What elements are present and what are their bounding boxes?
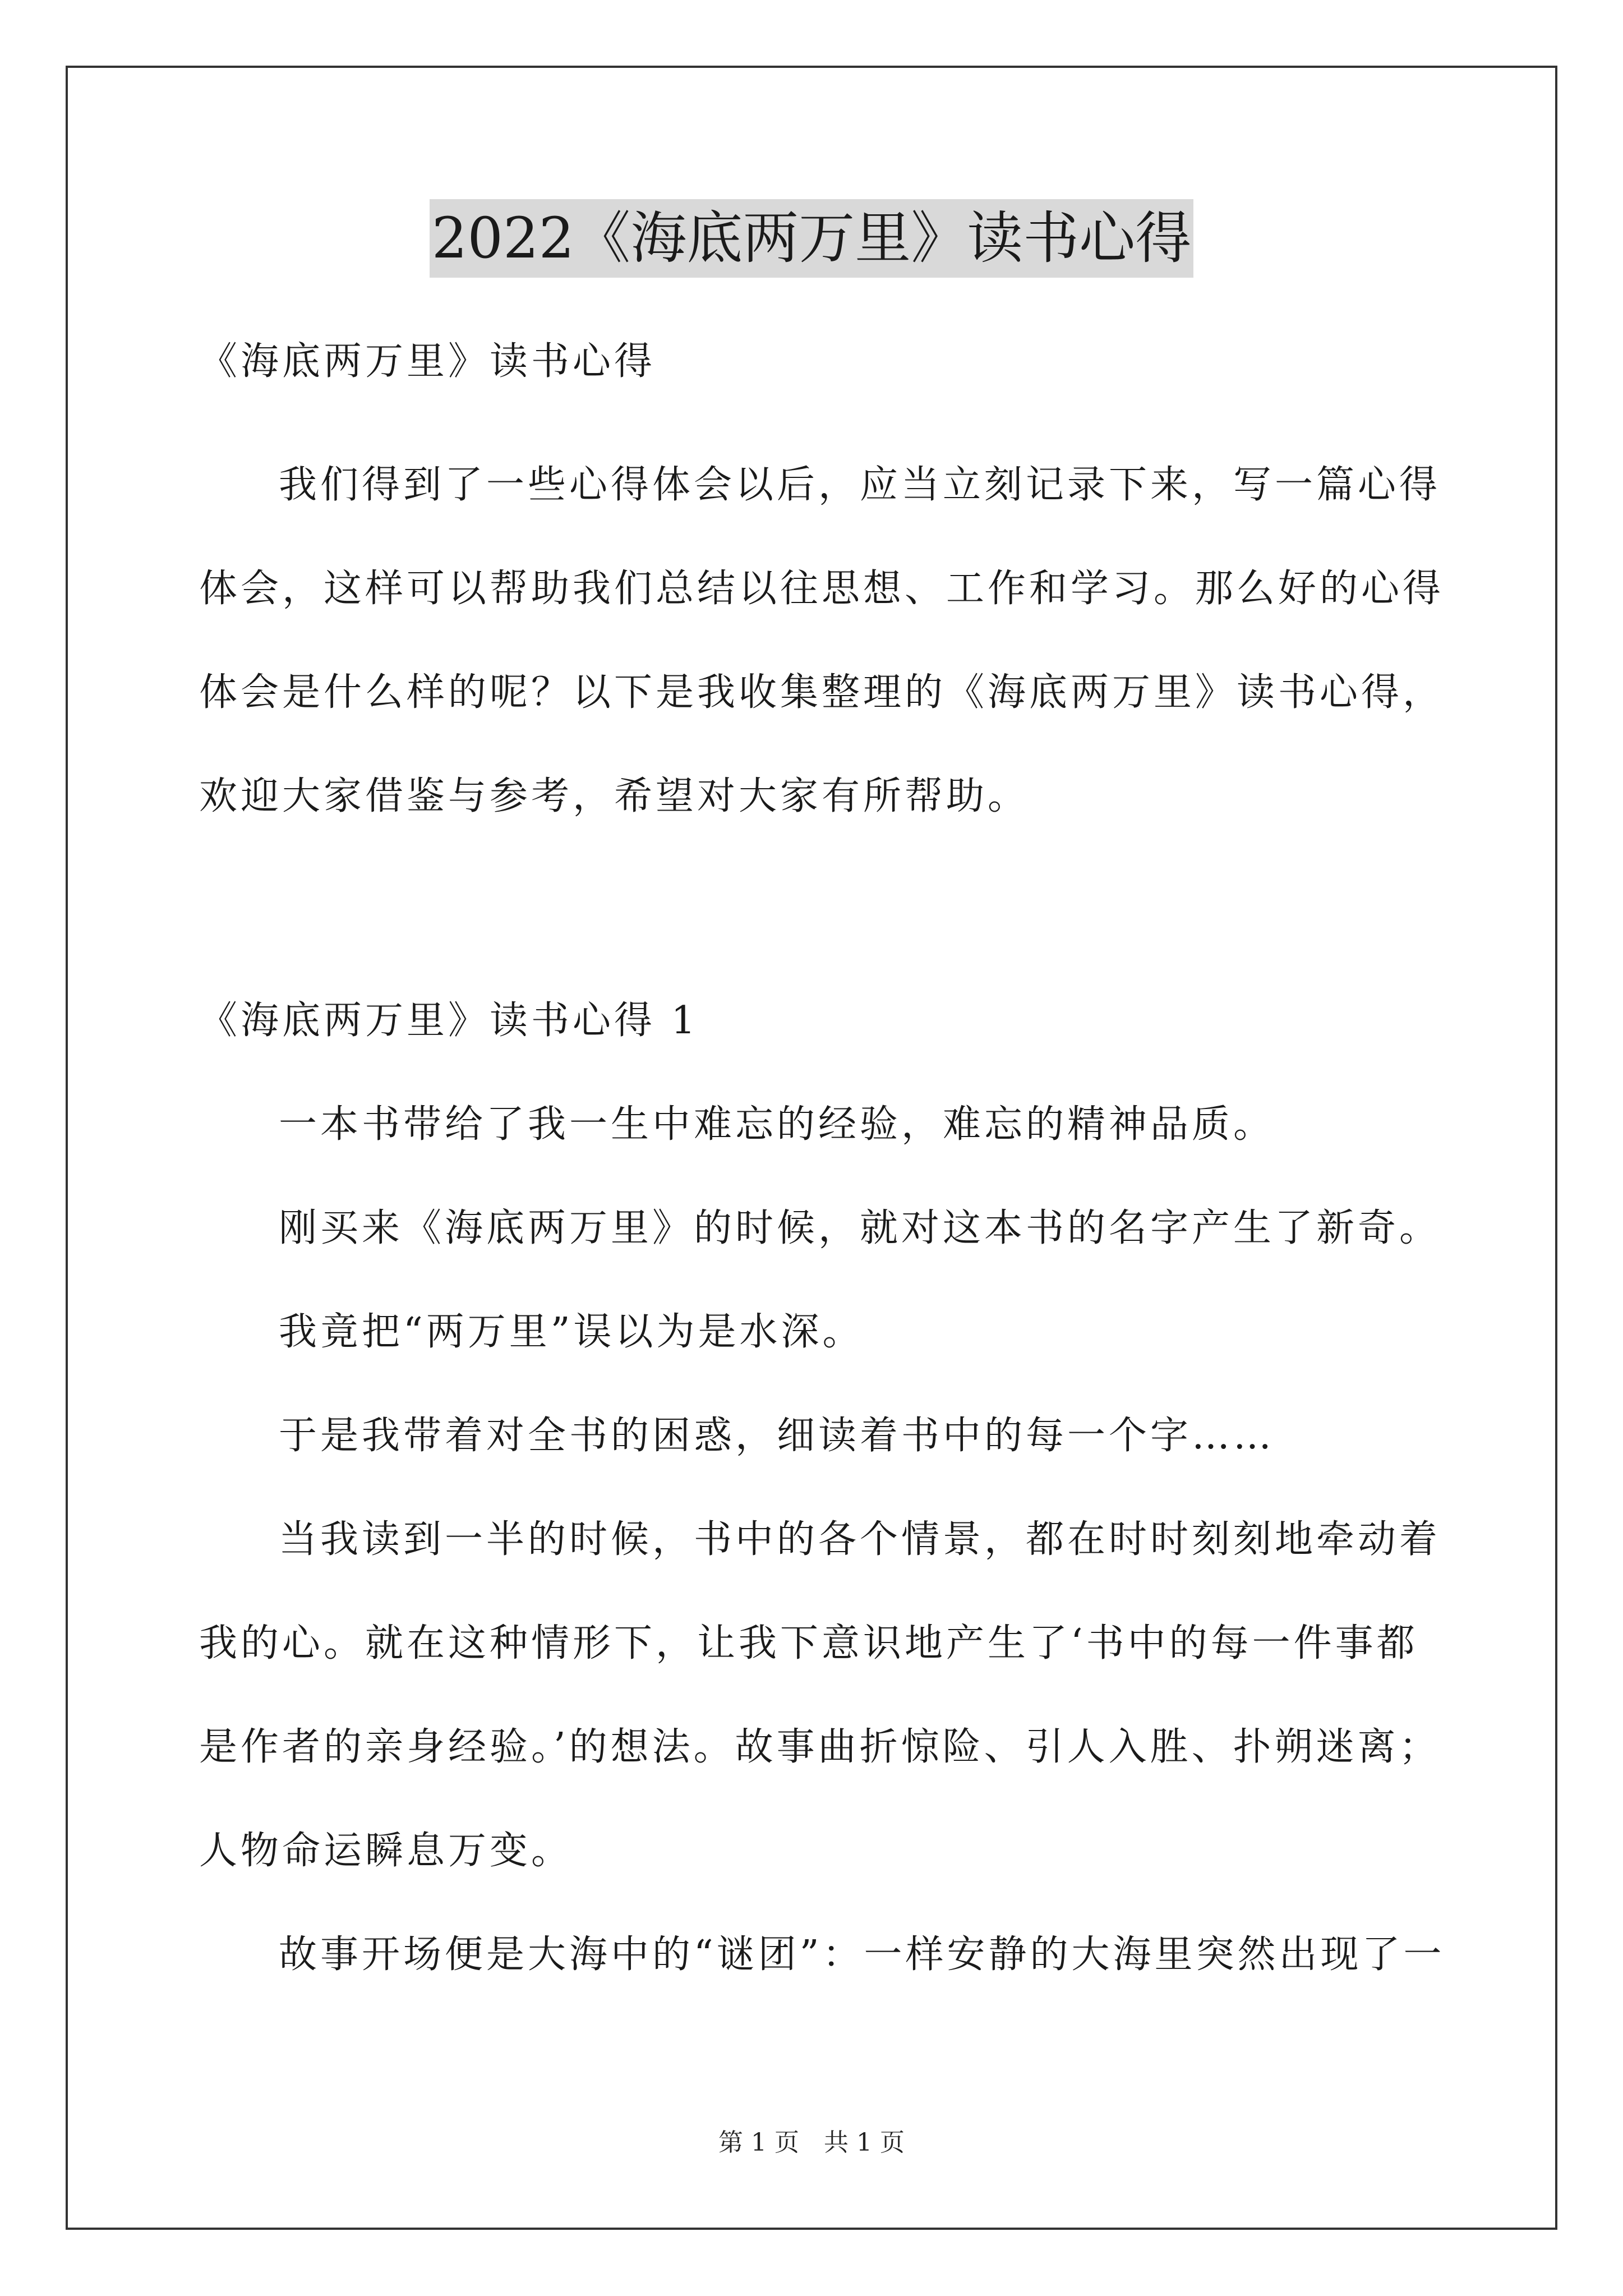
paragraph-line: 人物命运瞬息万变。 (199, 1829, 573, 1873)
page-footer: 第 1 页 共 1 页 (718, 2128, 905, 2157)
paragraph-line: 于是我带着对全书的困惑，细读着书中的每一个字…… (279, 1414, 1275, 1458)
paragraph-line: 体会是什么样的呢？以下是我收集整理的《海底两万里》读书心得， (199, 670, 1445, 715)
paragraph-line: 故事开场便是大海中的“谜团”：一样安静的大海里突然出现了一 (279, 1932, 1445, 1977)
paragraph-line: 体会，这样可以帮助我们总结以往思想、工作和学习。那么好的心得 (199, 567, 1445, 611)
paragraph-line: 一本书带给了我一生中难忘的经验，难忘的精神品质。 (279, 1102, 1275, 1147)
section-heading: 《海底两万里》读书心得 1 (199, 999, 699, 1043)
document-title: 2022《海底两万里》读书心得 (430, 199, 1194, 278)
title-container (0, 199, 1623, 278)
paragraph-line: 刚买来《海底两万里》的时候，就对这本书的名字产生了新奇。 (279, 1206, 1441, 1250)
paragraph-line: 我竟把“两万里”误以为是水深。 (279, 1310, 864, 1354)
paragraph-line: 我的心。就在这种情形下，让我下意识地产生了‘书中的每一件事都 (199, 1621, 1418, 1665)
paragraph-line: 欢迎大家借鉴与参考，希望对大家有所帮助。 (199, 774, 1030, 818)
subtitle-line: 《海底两万里》读书心得 (199, 339, 656, 384)
paragraph-line: 是作者的亲身经验。’的想法。故事曲折惊险、引人入胜、扑朔迷离； (199, 1725, 1441, 1769)
paragraph-line: 当我读到一半的时候，书中的各个情景，都在时时刻刻地牵动着 (279, 1517, 1441, 1562)
paragraph-line: 我们得到了一些心得体会以后，应当立刻记录下来，写一篇心得 (279, 463, 1441, 507)
